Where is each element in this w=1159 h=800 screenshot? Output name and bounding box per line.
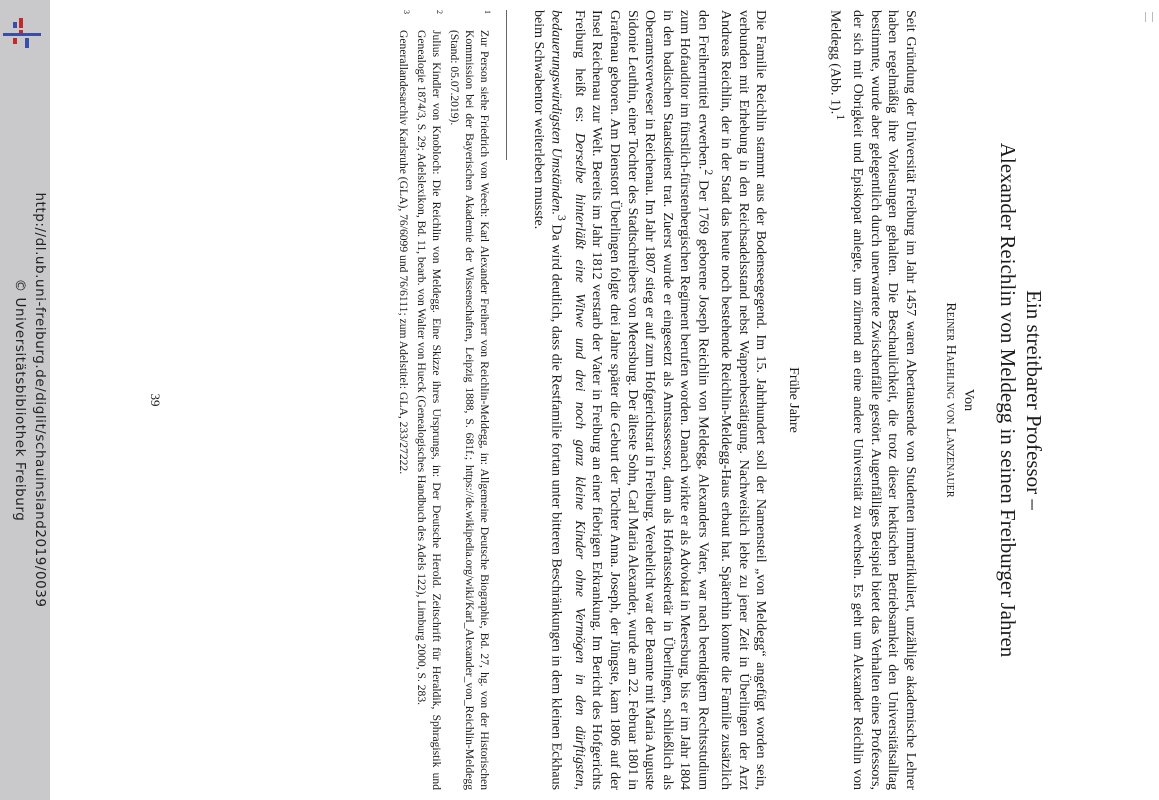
copyright-notice: © Universitätsbibliothek Freiburg — [12, 278, 28, 522]
main-paragraph — [529, 10, 769, 790]
article-title-line2: Alexander Reichlin von Meldegg in seinen Freiburger Jahren — [996, 142, 1020, 658]
footnote-ref-3: 3 — [555, 214, 569, 221]
viewer-sidebar-strip — [0, 0, 50, 800]
byline-von: Von — [961, 388, 976, 412]
paragraph-part-3: Da wird deutlich, dass die Restfamilie fortan unter bitteren Beschränkungen in dem kleinen Eckhaus beim Schwabentor weiterleben musste. — [530, 10, 564, 790]
footnote-text: Julius Kindler von Knobloch: Die Reichlin von Meldegg. Eine Skizze ihres Ursprungs, in: Der Deutsche Herold. Zeitschrift für Heraldik, Sphragistik und Genealogie 1874/3, S. 29; Adelslexikon, Bd. 11, bearb. von Walter von Hueck (Genealogisches Handbuch des Adels 122), Limburg 2000, S. 283. — [415, 30, 444, 790]
section-heading: Frühe Jahre — [786, 367, 802, 433]
footnote-text: Generallandesarchiv Karlsruhe (GLA), 76/6099 und 76/6111; zum Adelstitel: GLA, 233/27222. — [397, 30, 411, 475]
scanned-page — [69, 10, 1159, 790]
footnote-2 — [414, 10, 444, 790]
footnote-1 — [447, 10, 492, 790]
paragraph-part-2: Der 1769 geborene Joseph Reichlin von Meldegg, Alexanders Vater, war nach beendigtem Rechtsstudium zum Hofauditor im fürstlich-fürstenbergischen Regiment berufen worden. Danach wirkte er als Advokat in Meersburg, bis er im Jahr 1804 in den badischen Staatsdienst trat. Zuerst wurde er eingesetzt als Amtsassessor, dann als Hofratssekretär in Überlingen, schließlich als Oberamtsverweser in Reichenau. Im Jahr 1807 stieg er auf zum Hofgerichtsrat in Freiburg. Verehelicht war der Beamte mit Maria Auguste Sidonie Leuthin, einer Tochter des Stadtschreibers von Meersburg. Der älteste Sohn, Carl Maria Alexander, wurde am 22. Februar 1801 in Grafenau geboren. Am Dienstort Überlingen folgte drei Jahre später die Geburt der Tochter Anna. Joseph, der Jüngste, kam 1806 auf der Insel Reichenau zur Welt. Bereits im Jahr 1812 verstarb der Vater in Freiburg an einer fiebrigen Erkrankung. Im Bericht des Hofgerichts Freiburg heißt es: — [571, 10, 710, 790]
footnote-number: 2 — [435, 10, 445, 14]
source-url-link[interactable]: http://dl.ub.uni-freiburg.de/diglit/schauinsland2019/0039 — [32, 192, 48, 608]
footnote-divider — [506, 10, 507, 160]
intro-paragraph — [825, 10, 919, 790]
footnote-number: 3 — [402, 10, 412, 14]
quote-italic: Derselbe hinterläßt eine Witwe und drei noch ganz kleine Kinder ohne Vermögen in den dürftigsten, bedauerungswürdigsten Umständen. — [548, 10, 587, 790]
article-title-line1: Ein streitbarer Professor – — [1022, 290, 1046, 510]
author-name: Reiner Haehling von Lanzenauer — [943, 302, 958, 498]
footnote-3 — [396, 10, 411, 790]
footnote-ref-2: 2 — [701, 169, 715, 176]
footnote-ref-1: 1 — [833, 114, 847, 121]
source-info — [0, 0, 50, 800]
paragraph-part-1: Die Familie Reichlin stammt aus der Bodenseegegend. Im 15. Jahrhundert soll der Namensteil „von Meldegg“ angefügt worden sein, verbunden mit Erhebung in den Reichsadelsstand nebst Wappenbestätigung. Nachweislich lebte zu jener Zeit in Überlingen der Arzt Andreas Reichlin, der in der Stadt das heute noch bestehende Reichlin-Meldegg-Haus erbaut hat. Späterhin konnte die Familie zusätzlich den Freiherrntitel erwerben. — [694, 10, 769, 790]
footnote-number: 1 — [483, 10, 493, 14]
intro-text: Seit Gründung der Universität Freiburg im Jahr 1457 waren Abertausende von Studenten immatrikuliert, unzählige akademische Lehrer haben regelmäßig ihre Vorlesungen gehalten. Die Beschaulichkeit, die trotz dieser hektischen Betriebsamkeit den Universitätsalltag bestimmte, wurde aber gelegentlich durch unerwartete Zwischenfälle gestört. Augenfälliges Beispiel bietet das Verhalten eines Professors, der sich mit Obrigkeit und Episkopat anlegte, um zürnend an eine andere Universität zu wechseln. Es geht um Alexander Reichlin von Meldegg (Abb. 1). — [826, 10, 918, 790]
footnote-text: Zur Person siehe Friedrich von Weech: Karl Alexander Freiherr von Reichlin-Meldegg, in: Allgemeine Deutsche Biographie, Bd. 27, hg. von der Historischen Kommission bei der Bayerischen Akademie der Wissenschaften, Leipzig 1888, S. 681f.; https://de.wikipedia.org/wiki/Karl_Alexander_von_Reichlin-Meldegg (Stand: 05.07.2019). — [448, 30, 492, 790]
page-number: 39 — [148, 393, 163, 407]
